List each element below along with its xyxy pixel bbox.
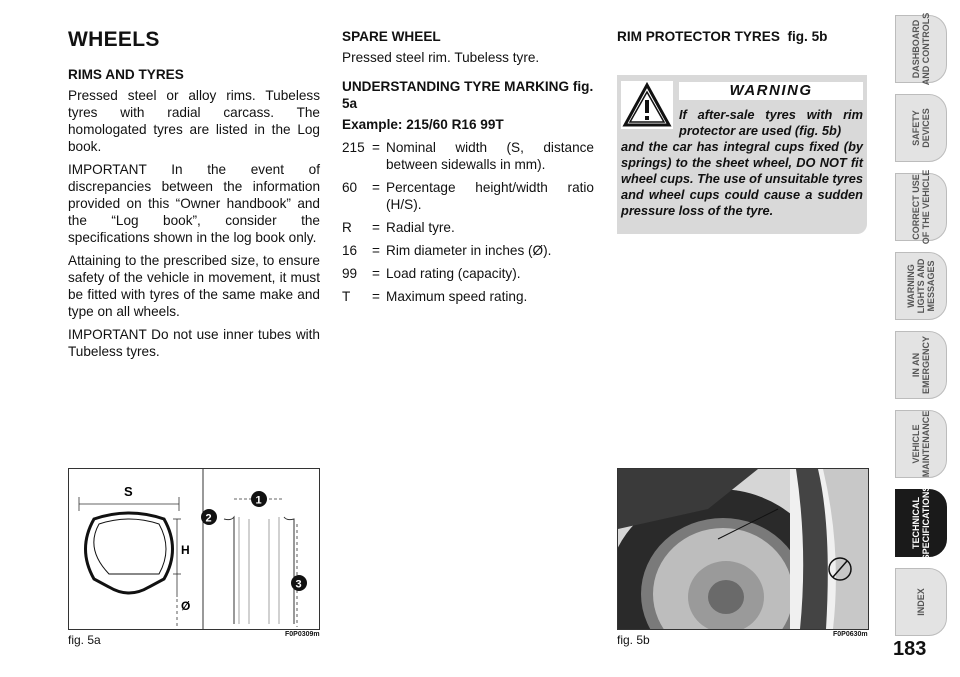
paragraph: IMPORTANT Do not use inner tubes with Tubeless tyres. <box>68 327 320 359</box>
section-tab[interactable] <box>895 12 947 86</box>
section-tab-label: DASHBOARD AND CONTROLS <box>911 12 931 86</box>
tyre-marking-item <box>342 139 594 173</box>
warning-box <box>617 75 867 234</box>
figure-tyre-diagram <box>68 468 320 630</box>
label-dia: Ø <box>181 599 191 613</box>
rims-tyres-heading: RIMS AND TYRES <box>68 67 184 82</box>
equals-sign: = <box>372 289 380 304</box>
marking-description: Rim diameter in inches (Ø). <box>386 243 552 258</box>
marking-description: Nominal width (S, distance between sidewalls in mm). <box>386 140 594 172</box>
section-tab[interactable] <box>895 169 947 245</box>
marking-code: R <box>342 220 352 235</box>
section-tab-label: CORRECT USE OF THE VEHICLE <box>911 169 931 245</box>
marking-code: T <box>342 289 351 304</box>
tyre-marking-item <box>342 179 594 213</box>
marking-code: 60 <box>342 180 358 195</box>
figure-5b-caption: fig. 5b <box>617 633 650 647</box>
tyre-marking-item <box>342 242 594 259</box>
section-tab-label: IN AN EMERGENCY <box>911 335 931 395</box>
marking-code: 16 <box>342 243 358 258</box>
section-tab-label: WARNING LIGHTS AND MESSAGES <box>906 258 936 314</box>
equals-sign: = <box>372 220 380 235</box>
section-tab[interactable] <box>895 252 947 320</box>
wheel-photo-drawing <box>618 469 868 629</box>
section-tab[interactable] <box>895 485 947 561</box>
tyre-marking-heading: UNDERSTANDING TYRE MARKING fig. 5a <box>342 79 594 111</box>
equals-sign: = <box>372 180 380 195</box>
label-s: S <box>124 484 133 499</box>
equals-sign: = <box>372 266 380 281</box>
column-right <box>617 28 867 49</box>
warning-text: If after-sale tyres with rim protector are used (fig. 5b) and the car has integral cups fixed (by springs) to the sheet wheel, DO NOT fit wheel cups. The use of unsuitable tyres and wheel cups could cause a sudden pressure loss of the tyre. <box>621 107 863 218</box>
marking-description: Radial tyre. <box>386 220 455 235</box>
tyre-section-drawing <box>69 469 319 629</box>
paragraph: Pressed steel or alloy rims. Tubeless tyres with radial carcass. The homologated tyres are listed in the Log book. <box>68 88 320 154</box>
column-left <box>68 28 320 366</box>
paragraph: Attaining to the prescribed size, to ensure safety of the vehicle in movement, it must be fitted with tyres of the same make and type on all wheels. <box>68 253 320 319</box>
figure-5a-code: F0P0309m <box>285 631 320 638</box>
section-tabs-sidebar <box>895 0 960 677</box>
callout-1: 1 <box>255 494 262 507</box>
column-middle <box>342 28 594 311</box>
figure-5a-caption: fig. 5a <box>68 633 101 647</box>
page-number: 183 <box>893 638 927 660</box>
section-tab[interactable] <box>895 331 947 399</box>
tyre-marking-list <box>342 139 594 305</box>
equals-sign: = <box>372 243 380 258</box>
figure-wheel-photo <box>617 468 869 630</box>
rim-protector-heading: RIM PROTECTOR TYRES fig. 5b <box>617 29 828 44</box>
marking-code: 99 <box>342 266 358 281</box>
section-tab[interactable] <box>895 94 947 162</box>
tyre-marking-item <box>342 265 594 282</box>
example-line: Example: 215/60 R16 99T <box>342 117 504 132</box>
section-tab[interactable] <box>895 568 947 636</box>
marking-description: Load rating (capacity). <box>386 266 521 281</box>
paragraph: Pressed steel rim. Tubeless tyre. <box>342 50 540 65</box>
tyre-marking-item <box>342 219 594 236</box>
marking-description: Maximum speed rating. <box>386 289 528 304</box>
equals-sign: = <box>372 140 380 155</box>
tyre-marking-item <box>342 288 594 305</box>
spare-wheel-heading: SPARE WHEEL <box>342 29 441 44</box>
paragraph: IMPORTANT In the event of discrepancies between the information provided on this “Owner handbook” and the “Log book”, consider the specifications shown in the log book only. <box>68 162 320 245</box>
section-tab-label: INDEX <box>916 588 926 616</box>
section-tab-label: SAFETY DEVICES <box>911 108 931 148</box>
callout-3: 3 <box>295 578 302 591</box>
figure-5b-code: F0P0630m <box>833 631 868 638</box>
section-tab-label: TECHNICAL SPECIFICATIONS <box>911 485 931 561</box>
marking-code: 215 <box>342 140 365 155</box>
marking-description: Percentage height/width ratio (H/S). <box>386 180 594 212</box>
callout-2: 2 <box>205 512 212 525</box>
label-h: H <box>181 543 190 557</box>
page-title: WHEELS <box>68 28 160 51</box>
section-tab-label: VEHICLE MAINTENANCE <box>911 410 931 478</box>
warning-label: WARNING <box>679 82 863 100</box>
section-tab[interactable] <box>895 410 947 478</box>
